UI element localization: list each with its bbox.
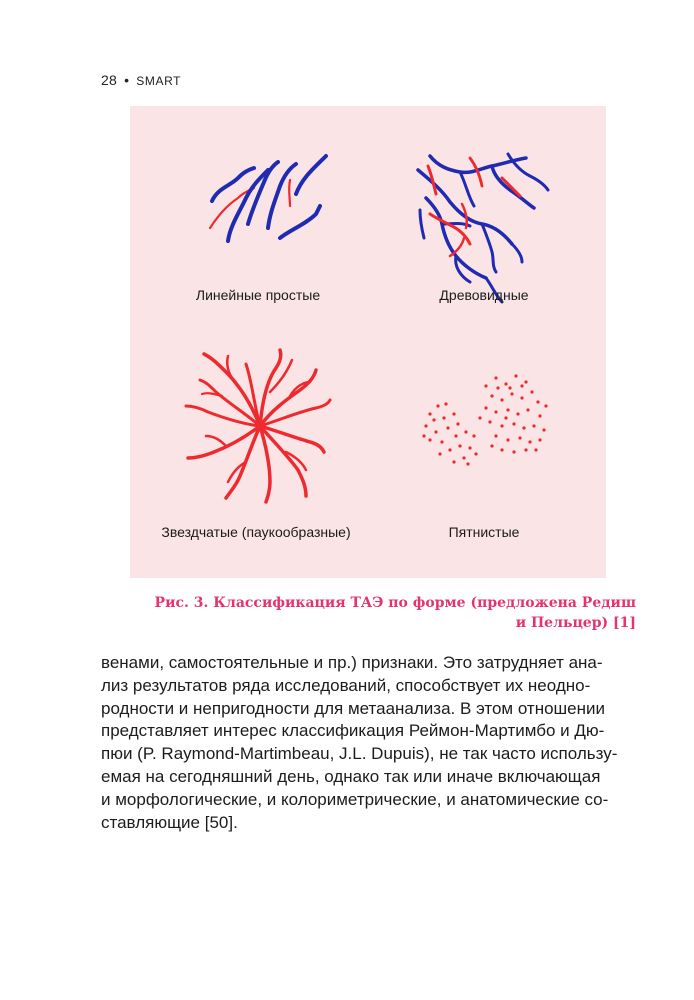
punctate-spots-drawing (422, 374, 547, 465)
text-line: лиз результатов ряда исследований, способствует их неодно- (101, 675, 591, 695)
text-line: представляет интерес классификация Реймон-Мартимбо и Дю- (101, 721, 605, 741)
text-line: емая на сегодняшний день, однако так или иначе включающая (101, 766, 601, 786)
panel-label-linear: Линейные простые (195, 287, 321, 303)
figure-illustration (130, 106, 606, 578)
linear-vessel (289, 180, 290, 206)
panel-label-arborizing: Древовидные (439, 287, 529, 303)
caption-line: и Пельцер) [1] (515, 615, 636, 631)
running-header (101, 72, 181, 88)
text-line: пюи (P. Raymond-Martimbeau, J.L. Dupuis), не так часто использу- (101, 744, 618, 764)
text-line: и морфологические, и колориметрические, и анатомические со- (101, 789, 609, 809)
linear-vessel (296, 156, 326, 194)
text-line: родности и непригодности для метаанализа. В этом отношении (101, 698, 606, 718)
stellate-vessels-drawing (186, 350, 330, 502)
linear-vessels-drawing (210, 156, 326, 241)
arborizing-vessels-drawing (418, 154, 548, 302)
figure-telangiectasia-classification (130, 106, 606, 578)
text-line: ставляющие [50]. (101, 812, 238, 832)
panel-label-stellate: Звездчатые (паукообразные) (161, 524, 351, 540)
linear-vessel (280, 206, 320, 238)
header-separator: • (124, 72, 130, 88)
journal-name: SMART (136, 74, 182, 88)
text-line: венами, самостоятельные и пр.) признаки. Это затрудняет ана- (101, 653, 603, 672)
linear-vessel (248, 162, 278, 224)
figure-caption (116, 593, 636, 633)
linear-vessel (268, 164, 296, 228)
panel-label-punctate: Пятнистые (448, 524, 520, 540)
body-paragraph (101, 652, 636, 834)
page-number: 28 (101, 72, 117, 88)
caption-line: Рис. 3. Классификация ТАЭ по форме (предложена Редиш (154, 595, 636, 611)
